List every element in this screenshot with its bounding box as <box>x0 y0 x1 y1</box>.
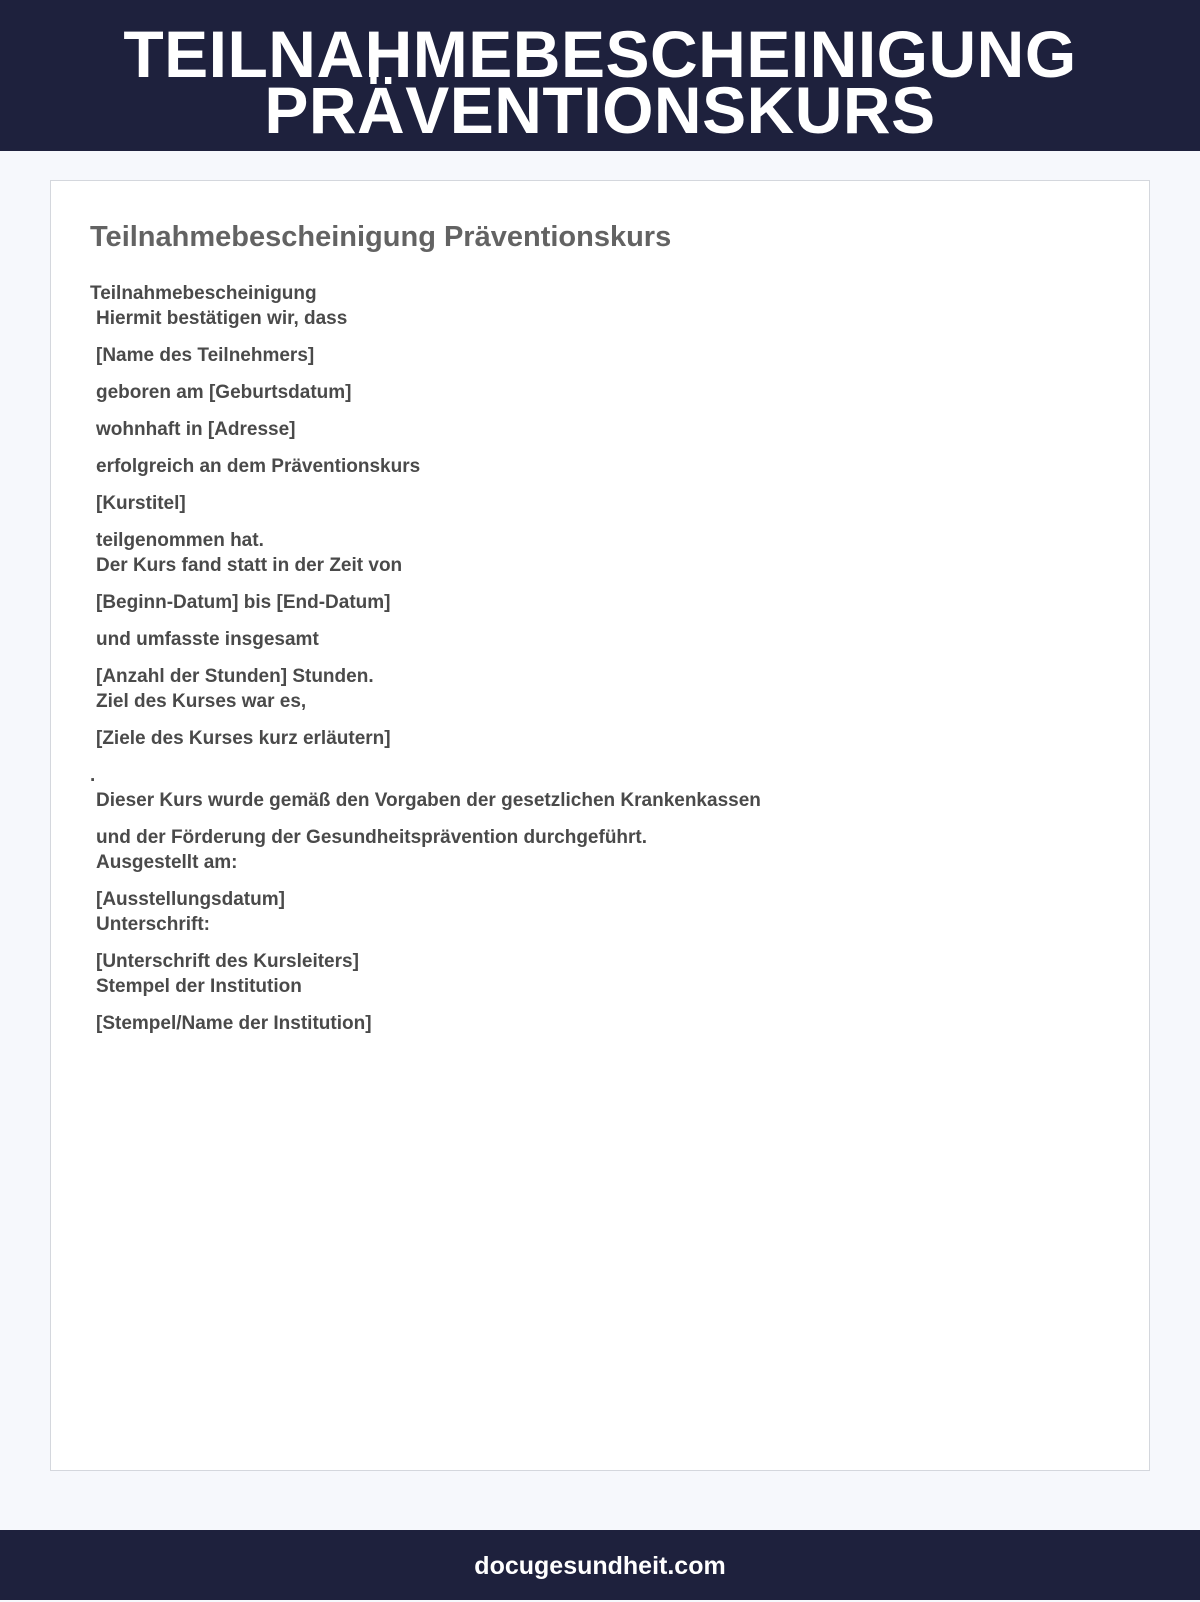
placeholder-stamp: [Stempel/Name der Institution] <box>96 1013 372 1034</box>
signature-label: Unterschrift: <box>96 914 211 935</box>
issued-label: Ausgestellt am: <box>96 852 238 873</box>
document-body <box>90 281 1109 1036</box>
placeholder-course-goals: [Ziele des Kurses kurz erläutern] <box>96 728 391 749</box>
placeholder-course-hours: [Anzahl der Stunden] Stunden. <box>96 666 374 687</box>
text-line-address: wohnhaft in [Adresse] <box>96 419 296 440</box>
text-line-birthdate: geboren am [Geburtsdatum] <box>96 382 352 403</box>
footer-site-link[interactable]: docugesundheit.com <box>474 1552 726 1580</box>
document-card <box>50 180 1150 1471</box>
placeholder-course-title: [Kurstitel] <box>96 493 186 514</box>
text-line: Ziel des Kurses war es, <box>96 691 307 712</box>
intro-heading: Teilnahmebescheinigung <box>90 283 317 304</box>
document-title: Teilnahmebescheinigung Präventionskurs <box>90 221 672 253</box>
header-title-line-2: PRÄVENTIONSKURS <box>264 73 936 147</box>
period-mark: . <box>90 765 96 786</box>
text-line: erfolgreich an dem Präventionskurs <box>96 456 421 477</box>
text-line: Der Kurs fand statt in der Zeit von <box>96 555 403 576</box>
text-line: und der Förderung der Gesundheitsprävention durchgeführt. <box>96 827 648 848</box>
text-line: und umfasste insgesamt <box>96 629 319 650</box>
text-line: Hiermit bestätigen wir, dass <box>96 308 348 329</box>
placeholder-signature: [Unterschrift des Kursleiters] <box>96 951 359 972</box>
placeholder-participant-name: [Name des Teilnehmers] <box>96 345 315 366</box>
stamp-label: Stempel der Institution <box>96 976 302 997</box>
page-header <box>0 0 1200 151</box>
text-line: Dieser Kurs wurde gemäß den Vorgaben der gesetzlichen Krankenkassen <box>96 790 761 811</box>
text-line: teilgenommen hat. <box>96 530 264 551</box>
placeholder-course-dates: [Beginn-Datum] bis [End-Datum] <box>96 592 391 613</box>
page-footer <box>0 1530 1200 1600</box>
header-title-line-1: TEILNAHMEBESCHEINIGUNG <box>123 17 1077 91</box>
placeholder-issue-date: [Ausstellungsdatum] <box>96 889 285 910</box>
